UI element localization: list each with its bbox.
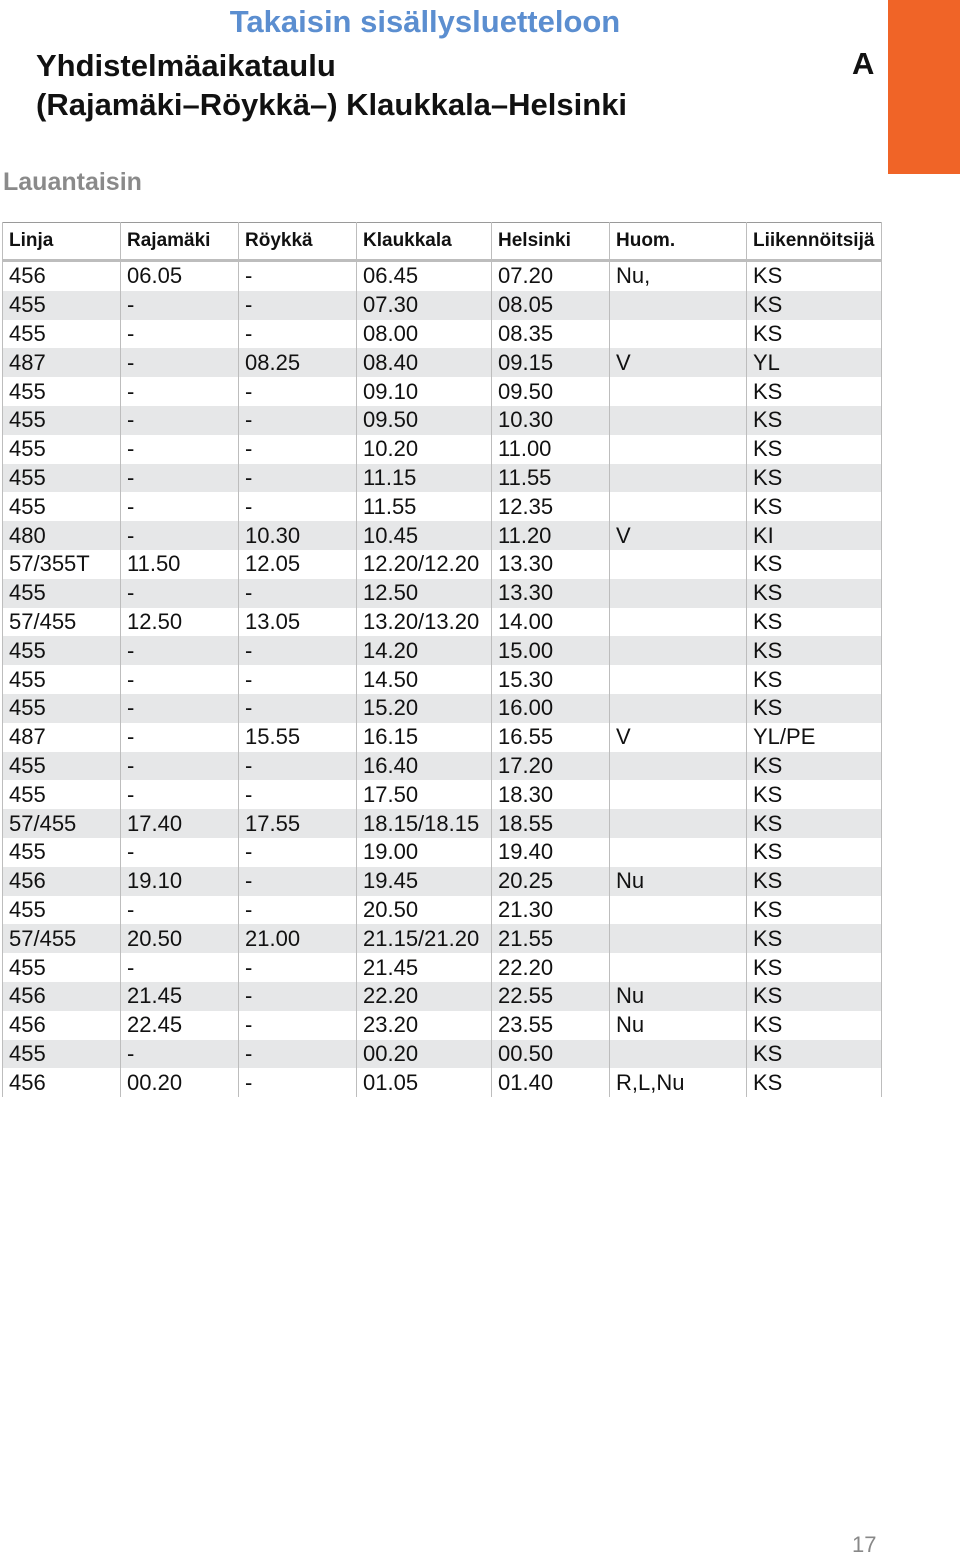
table-cell: 480: [3, 521, 121, 550]
table-cell: 17.50: [357, 780, 492, 809]
table-cell: 06.45: [357, 261, 492, 291]
day-label: Lauantaisin: [3, 168, 142, 196]
table-cell: 21.55: [492, 924, 610, 953]
table-cell: 17.20: [492, 752, 610, 781]
table-cell: 57/455: [3, 809, 121, 838]
table-cell: 14.50: [357, 665, 492, 694]
column-header-klaukkala: Klaukkala: [357, 223, 492, 261]
table-cell: 12.50: [121, 608, 239, 637]
table-cell: 08.00: [357, 320, 492, 349]
table-cell: KS: [747, 291, 882, 320]
table-cell: 07.20: [492, 261, 610, 291]
table-cell: [610, 953, 747, 982]
table-cell: 16.40: [357, 752, 492, 781]
table-cell: 455: [3, 896, 121, 925]
table-cell: 57/455: [3, 608, 121, 637]
table-cell: -: [239, 838, 357, 867]
table-cell: 22.45: [121, 1011, 239, 1040]
table-cell: [610, 464, 747, 493]
table-cell: 456: [3, 1011, 121, 1040]
table-row: [3, 521, 882, 550]
table-row: [3, 377, 882, 406]
table-cell: 455: [3, 1040, 121, 1069]
table-cell: 07.30: [357, 291, 492, 320]
table-cell: KS: [747, 867, 882, 896]
table-cell: -: [239, 435, 357, 464]
table-cell: 00.20: [121, 1068, 239, 1097]
table-cell: 10.30: [239, 521, 357, 550]
table-cell: 23.20: [357, 1011, 492, 1040]
table-row: [3, 608, 882, 637]
table-cell: 455: [3, 492, 121, 521]
table-row: [3, 1068, 882, 1097]
table-cell: 10.45: [357, 521, 492, 550]
table-row: [3, 492, 882, 521]
table-cell: 57/355T: [3, 550, 121, 579]
table-row: [3, 1040, 882, 1069]
table-cell: -: [239, 1040, 357, 1069]
table-cell: 19.45: [357, 867, 492, 896]
table-cell: 455: [3, 752, 121, 781]
table-cell: [610, 838, 747, 867]
table-cell: -: [239, 665, 357, 694]
table-cell: Nu: [610, 867, 747, 896]
table-cell: -: [121, 723, 239, 752]
table-cell: [610, 377, 747, 406]
table-cell: KS: [747, 665, 882, 694]
table-cell: 09.50: [492, 377, 610, 406]
table-cell: 11.55: [357, 492, 492, 521]
table-cell: 09.50: [357, 406, 492, 435]
table-cell: KS: [747, 435, 882, 464]
table-row: [3, 694, 882, 723]
table-cell: -: [239, 320, 357, 349]
title-line-2: (Rajamäki–Röykkä–) Klaukkala–Helsinki: [36, 87, 628, 122]
table-row: [3, 665, 882, 694]
table-cell: 11.20: [492, 521, 610, 550]
table-cell: 09.15: [492, 348, 610, 377]
table-cell: 456: [3, 982, 121, 1011]
table-cell: 21.00: [239, 924, 357, 953]
table-cell: 16.55: [492, 723, 610, 752]
table-cell: 15.00: [492, 636, 610, 665]
table-cell: KS: [747, 261, 882, 291]
table-cell: 455: [3, 838, 121, 867]
table-cell: -: [121, 896, 239, 925]
back-to-contents-link[interactable]: Takaisin sisällysluetteloon: [229, 4, 621, 39]
table-cell: 17.40: [121, 809, 239, 838]
table-row: [3, 953, 882, 982]
table-cell: 21.15/21.20: [357, 924, 492, 953]
table-cell: -: [121, 521, 239, 550]
table-cell: 01.05: [357, 1068, 492, 1097]
table-cell: Nu,: [610, 261, 747, 291]
table-cell: -: [239, 752, 357, 781]
table-cell: Nu: [610, 1011, 747, 1040]
table-cell: 08.05: [492, 291, 610, 320]
table-row: [3, 838, 882, 867]
column-header-huom: Huom.: [610, 223, 747, 261]
table-cell: 456: [3, 1068, 121, 1097]
table-cell: V: [610, 723, 747, 752]
table-cell: 09.10: [357, 377, 492, 406]
table-cell: 13.30: [492, 579, 610, 608]
table-cell: -: [239, 261, 357, 291]
table-cell: 487: [3, 348, 121, 377]
table-cell: 455: [3, 665, 121, 694]
table-cell: 22.20: [357, 982, 492, 1011]
table-row: [3, 291, 882, 320]
table-cell: KS: [747, 1068, 882, 1097]
table-cell: 17.55: [239, 809, 357, 838]
table-row: [3, 752, 882, 781]
table-cell: 20.50: [357, 896, 492, 925]
table-cell: 13.05: [239, 608, 357, 637]
table-cell: 16.00: [492, 694, 610, 723]
table-cell: 22.20: [492, 953, 610, 982]
table-row: [3, 867, 882, 896]
table-cell: 15.55: [239, 723, 357, 752]
table-cell: -: [239, 694, 357, 723]
table-cell: KS: [747, 780, 882, 809]
section-letter: A: [852, 46, 875, 81]
table-cell: [610, 636, 747, 665]
table-cell: 12.50: [357, 579, 492, 608]
table-cell: KS: [747, 406, 882, 435]
column-header-helsinki: Helsinki: [492, 223, 610, 261]
table-cell: [610, 694, 747, 723]
table-cell: -: [239, 579, 357, 608]
table-row: [3, 982, 882, 1011]
table-cell: KS: [747, 579, 882, 608]
table-cell: 14.00: [492, 608, 610, 637]
table-row: [3, 348, 882, 377]
table-cell: YL: [747, 348, 882, 377]
table-cell: KS: [747, 550, 882, 579]
table-row: [3, 320, 882, 349]
table-cell: KS: [747, 809, 882, 838]
table-cell: 57/455: [3, 924, 121, 953]
column-header-rajamaki: Rajamäki: [121, 223, 239, 261]
table-cell: -: [121, 838, 239, 867]
table-cell: -: [121, 780, 239, 809]
table-cell: [610, 579, 747, 608]
table-cell: 19.40: [492, 838, 610, 867]
table-cell: 15.20: [357, 694, 492, 723]
column-header-roykka: Röykkä: [239, 223, 357, 261]
table-cell: KS: [747, 953, 882, 982]
table-row: [3, 723, 882, 752]
table-cell: KS: [747, 377, 882, 406]
table-cell: 12.35: [492, 492, 610, 521]
table-cell: 18.30: [492, 780, 610, 809]
table-cell: 19.00: [357, 838, 492, 867]
table-cell: 11.15: [357, 464, 492, 493]
column-header-linja: Linja: [3, 223, 121, 261]
table-cell: [610, 809, 747, 838]
table-cell: [610, 291, 747, 320]
table-cell: [610, 780, 747, 809]
table-cell: -: [121, 320, 239, 349]
table-cell: 12.05: [239, 550, 357, 579]
table-cell: R,L,Nu: [610, 1068, 747, 1097]
table-cell: -: [239, 780, 357, 809]
table-cell: KS: [747, 636, 882, 665]
title-line-1: Yhdistelmäaikataulu: [36, 48, 336, 83]
table-cell: -: [121, 435, 239, 464]
table-row: [3, 550, 882, 579]
table-cell: -: [121, 377, 239, 406]
table-cell: KS: [747, 752, 882, 781]
table-cell: -: [239, 867, 357, 896]
table-header-row: [3, 223, 882, 261]
table-cell: -: [121, 348, 239, 377]
table-cell: 456: [3, 261, 121, 291]
table-cell: 00.50: [492, 1040, 610, 1069]
table-cell: 15.30: [492, 665, 610, 694]
table-cell: KS: [747, 320, 882, 349]
page-number: 17: [852, 1532, 877, 1557]
table-cell: [610, 406, 747, 435]
table-cell: KS: [747, 924, 882, 953]
table-cell: [610, 924, 747, 953]
table-cell: 456: [3, 867, 121, 896]
page-title: [36, 46, 627, 124]
table-cell: 21.45: [121, 982, 239, 1011]
table-cell: -: [121, 694, 239, 723]
table-cell: 21.45: [357, 953, 492, 982]
table-row: [3, 261, 882, 291]
table-cell: KS: [747, 608, 882, 637]
table-cell: 20.50: [121, 924, 239, 953]
table-cell: 11.00: [492, 435, 610, 464]
table-cell: 06.05: [121, 261, 239, 291]
table-cell: 08.25: [239, 348, 357, 377]
table-cell: KS: [747, 982, 882, 1011]
table-row: [3, 896, 882, 925]
table-cell: 455: [3, 464, 121, 493]
column-header-liikennoitsija: Liikennöitsijä: [747, 223, 882, 261]
table-cell: [610, 608, 747, 637]
table-cell: -: [239, 953, 357, 982]
section-tab-marker: [888, 0, 960, 174]
table-cell: 455: [3, 406, 121, 435]
table-cell: 455: [3, 320, 121, 349]
table-cell: 08.40: [357, 348, 492, 377]
table-cell: 19.10: [121, 867, 239, 896]
table-cell: 11.55: [492, 464, 610, 493]
table-cell: -: [239, 377, 357, 406]
table-row: [3, 924, 882, 953]
table-row: [3, 406, 882, 435]
table-cell: -: [239, 492, 357, 521]
table-cell: -: [239, 1068, 357, 1097]
table-cell: KS: [747, 896, 882, 925]
table-cell: -: [239, 291, 357, 320]
table-cell: -: [239, 1011, 357, 1040]
table-cell: 00.20: [357, 1040, 492, 1069]
table-cell: -: [239, 464, 357, 493]
table-row: [3, 636, 882, 665]
table-cell: KS: [747, 1040, 882, 1069]
table-cell: 18.15/18.15: [357, 809, 492, 838]
table-cell: -: [121, 1040, 239, 1069]
table-row: [3, 1011, 882, 1040]
table-cell: -: [121, 291, 239, 320]
table-cell: 12.20/12.20: [357, 550, 492, 579]
table-cell: YL/PE: [747, 723, 882, 752]
table-cell: 487: [3, 723, 121, 752]
table-cell: -: [121, 579, 239, 608]
table-cell: 01.40: [492, 1068, 610, 1097]
table-cell: -: [239, 896, 357, 925]
table-cell: 13.20/13.20: [357, 608, 492, 637]
table-cell: 455: [3, 636, 121, 665]
table-cell: 10.20: [357, 435, 492, 464]
table-cell: [610, 1040, 747, 1069]
table-cell: 22.55: [492, 982, 610, 1011]
table-row: [3, 435, 882, 464]
table-cell: 14.20: [357, 636, 492, 665]
table-cell: 455: [3, 291, 121, 320]
table-cell: KS: [747, 464, 882, 493]
timetable-body: [3, 261, 882, 1098]
table-row: [3, 809, 882, 838]
table-row: [3, 464, 882, 493]
table-cell: 16.15: [357, 723, 492, 752]
table-cell: 455: [3, 579, 121, 608]
table-cell: KI: [747, 521, 882, 550]
table-cell: 08.35: [492, 320, 610, 349]
table-cell: -: [121, 953, 239, 982]
table-cell: 13.30: [492, 550, 610, 579]
table-cell: KS: [747, 1011, 882, 1040]
table-cell: -: [239, 982, 357, 1011]
table-cell: KS: [747, 492, 882, 521]
table-row: [3, 579, 882, 608]
table-cell: -: [121, 464, 239, 493]
table-cell: [610, 550, 747, 579]
table-cell: Nu: [610, 982, 747, 1011]
table-cell: 455: [3, 435, 121, 464]
table-row: [3, 780, 882, 809]
table-cell: 18.55: [492, 809, 610, 838]
table-cell: -: [239, 406, 357, 435]
table-cell: KS: [747, 694, 882, 723]
table-cell: KS: [747, 838, 882, 867]
table-cell: 20.25: [492, 867, 610, 896]
table-cell: 21.30: [492, 896, 610, 925]
table-cell: [610, 492, 747, 521]
table-cell: [610, 435, 747, 464]
table-cell: -: [121, 665, 239, 694]
table-cell: [610, 665, 747, 694]
table-cell: 455: [3, 953, 121, 982]
table-cell: -: [239, 636, 357, 665]
table-cell: 455: [3, 694, 121, 723]
table-cell: -: [121, 492, 239, 521]
table-cell: 455: [3, 377, 121, 406]
table-cell: V: [610, 521, 747, 550]
table-cell: 10.30: [492, 406, 610, 435]
table-cell: -: [121, 752, 239, 781]
table-cell: 455: [3, 780, 121, 809]
table-cell: [610, 320, 747, 349]
table-cell: 23.55: [492, 1011, 610, 1040]
table-cell: [610, 896, 747, 925]
table-cell: 11.50: [121, 550, 239, 579]
table-cell: [610, 752, 747, 781]
table-cell: -: [121, 406, 239, 435]
table-cell: -: [121, 636, 239, 665]
timetable: [2, 222, 882, 1097]
table-cell: V: [610, 348, 747, 377]
